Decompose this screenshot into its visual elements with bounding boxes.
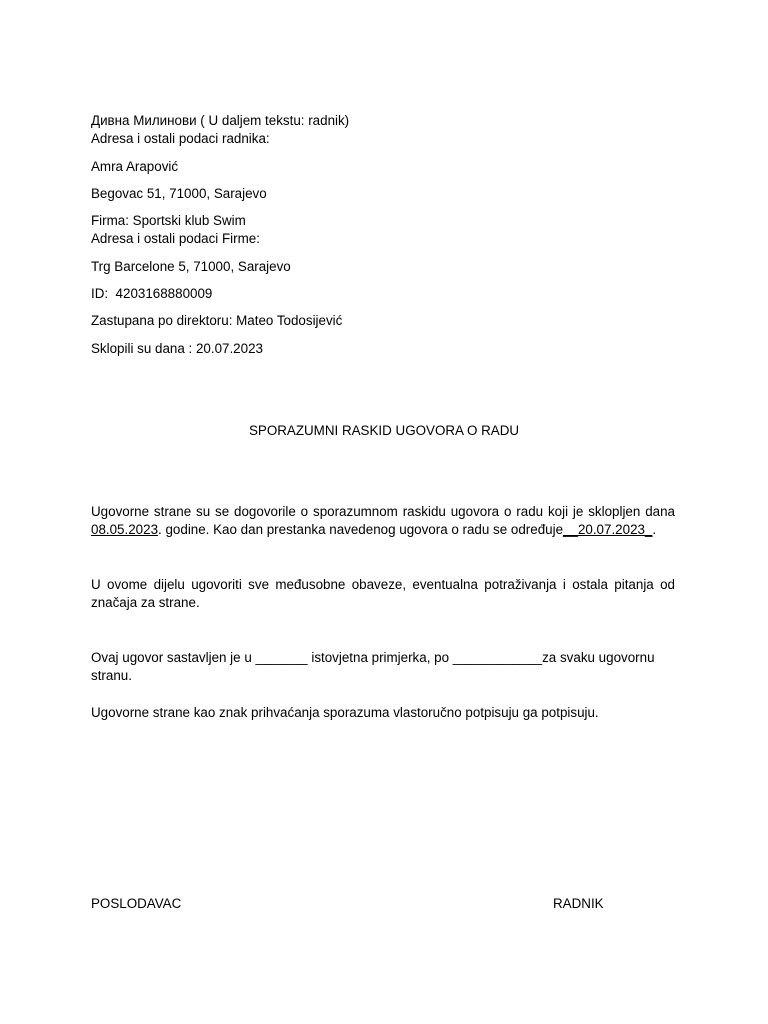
date-signed: 08.05.2023 bbox=[91, 522, 159, 537]
paragraph-termination-part3: . bbox=[652, 522, 657, 537]
paragraph-acceptance: Ugovorne strane kao znak prihvaćanja sporazuma vlastoručno potpisuju ga potpisuju. bbox=[91, 705, 599, 720]
worker-address-label: Adresa i ostali podaci radnika: bbox=[91, 131, 270, 146]
paragraph-copies: Ovaj ugovor sastavljen je u _______ istovjetna primjerka, po ____________za svaku ugovornu stranu. bbox=[91, 650, 655, 683]
paragraph-termination-part2: . godine. Kao dan prestanka navedenog ugovora o radu se određuje bbox=[158, 522, 564, 537]
represented-by: Zastupana po direktoru: Mateo Todosijević bbox=[91, 313, 343, 328]
company-address-label: Adresa i ostali podaci Firme: bbox=[91, 231, 260, 246]
concluded-on: Sklopili su dana : 20.07.2023 bbox=[91, 341, 263, 356]
company-id: ID: 4203168880009 bbox=[91, 286, 213, 301]
signature-worker: RADNIK bbox=[553, 896, 604, 911]
paragraph-termination bbox=[91, 503, 675, 539]
document-title: SPORAZUMNI RASKID UGOVORA O RADU bbox=[248, 423, 520, 438]
worker-name: Amra Arapović bbox=[91, 159, 179, 174]
paragraph-termination-part1: Ugovorne strane su se dogovorile o sporazumnom raskidu ugovora o radu koji je sklopljen dana bbox=[91, 504, 675, 519]
signature-employer: POSLODAVAC bbox=[91, 896, 182, 911]
worker-line: Дивна Милинови ( U daljem tekstu: radnik) bbox=[91, 113, 350, 128]
end-date: __20.07.2023_ bbox=[563, 522, 653, 537]
paragraph-obligations: U ovome dijelu ugovoriti sve međusobne obaveze, eventualna potraživanja i ostala pitanja od značaja za strane. bbox=[91, 577, 675, 610]
worker-address: Begovac 51, 71000, Sarajevo bbox=[91, 186, 267, 201]
company-line: Firma: Sportski klub Swim bbox=[91, 213, 246, 228]
company-address: Trg Barcelone 5, 71000, Sarajevo bbox=[91, 259, 291, 274]
